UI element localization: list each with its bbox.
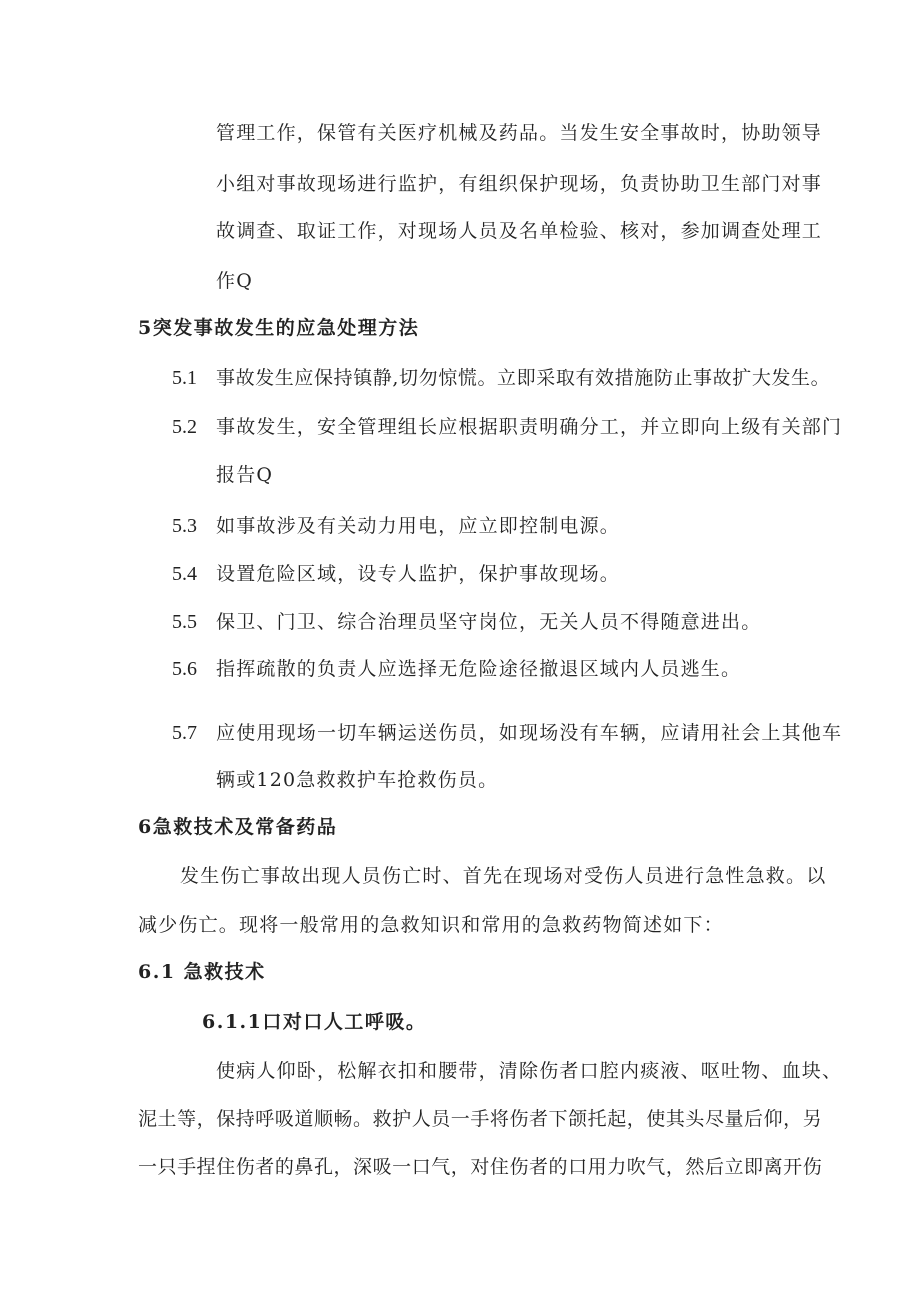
item-number: 5.1 [172,367,197,389]
item-text: 保卫、门卫、综合治理员坚守岗位，无关人员不得随意进出。 [216,611,762,633]
intro-line: 作Q [216,270,253,292]
item-number: 5.3 [172,515,197,537]
subsection-6-1-heading: 6.1 急救技术 [138,961,266,983]
item-number: 5.6 [172,658,197,680]
item-text: 指挥疏散的负责人应选择无危险途径撤退区域内人员逃生。 [216,658,742,680]
section-5-heading: 5突发事故发生的应急处理方法 [138,317,420,339]
body-line: 一只手捏住伤者的鼻孔，深吸一口气，对住伤者的口用力吹气，然后立即离开伤 [138,1156,823,1178]
item-text: 事故发生应保持镇静,切勿惊慌。立即采取有效措施防止事故扩大发生。 [216,367,831,389]
item-number: 5.4 [172,563,197,585]
intro-line: 小组对事故现场进行监护，有组织保护现场，负责协助卫生部门对事 [216,173,823,195]
body-line: 泥土等，保持呼吸道顺畅。救护人员一手将伤者下颌托起，使其头尽量后仰，另 [138,1108,823,1130]
item-text-continued: 辆或120急救救护车抢救伤员。 [216,769,499,791]
intro-line: 管理工作，保管有关医疗机械及药品。当发生安全事故时，协助领导 [216,122,823,144]
section-6-heading: 6急救技术及常备药品 [138,816,338,838]
subsection-6-1-1-heading: 6.1.1口对口人工呼吸。 [202,1011,427,1033]
item-text-continued: 报告Q [216,464,274,486]
item-number: 5.5 [172,611,197,633]
intro-line: 故调查、取证工作，对现场人员及名单检验、核对，参加调查处理工 [216,220,823,242]
item-number: 5.2 [172,416,197,438]
item-text: 应使用现场一切车辆运送伤员，如现场没有车辆，应请用社会上其他车 [216,722,843,744]
item-text: 设置危险区域，设专人监护，保护事故现场。 [216,563,621,585]
item-text: 事故发生，安全管理组长应根据职责明确分工，并立即向上级有关部门 [216,416,843,438]
section-6-paragraph-line: 减少伤亡。现将一般常用的急救知识和常用的急救药物简述如下： [138,914,724,936]
body-line: 使病人仰卧，松解衣扣和腰带，清除伤者口腔内痰液、呕吐物、血块、 [216,1060,843,1082]
item-text: 如事故涉及有关动力用电，应立即控制电源。 [216,515,621,537]
item-number: 5.7 [172,722,197,744]
section-6-paragraph-line: 发生伤亡事故出现人员伤亡时、首先在现场对受伤人员进行急性急救。以 [180,865,827,887]
